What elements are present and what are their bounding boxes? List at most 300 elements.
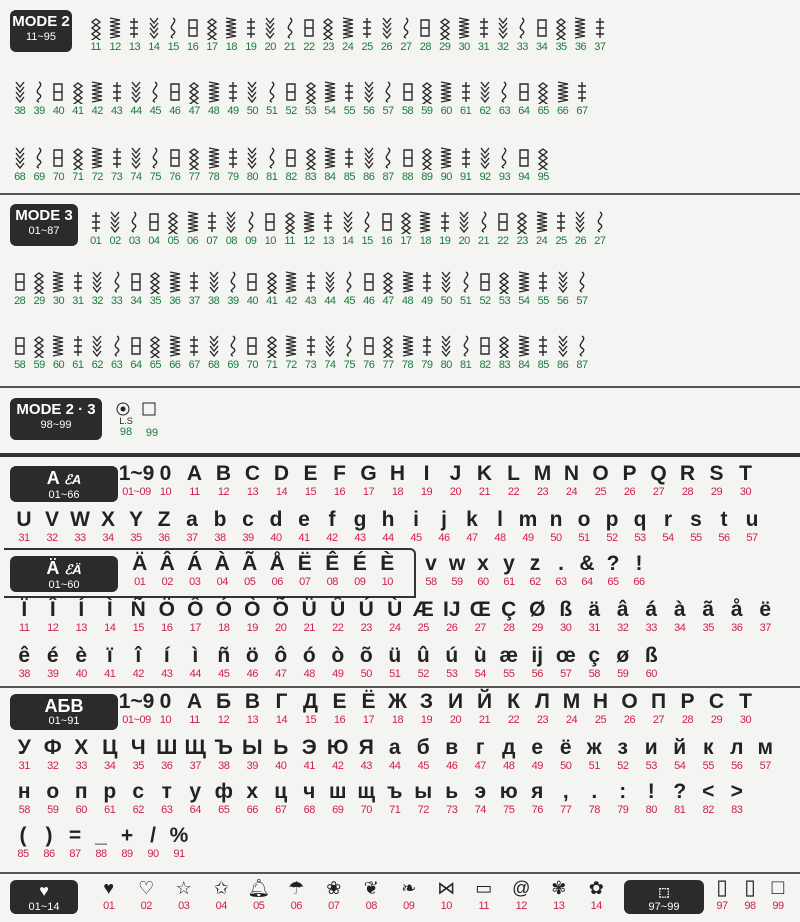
character-glyph: P: [622, 462, 637, 485]
character-pattern: [466, 598, 495, 638]
character-glyph: о: [46, 780, 60, 803]
pattern-number: 16: [161, 622, 173, 634]
pattern-number: 29: [439, 41, 451, 53]
pattern-number: 77: [382, 359, 394, 371]
pattern-number: 58: [18, 804, 30, 816]
stitch-pattern: [165, 140, 184, 184]
character-glyph: 1~9: [118, 462, 155, 485]
stitch-icon: [338, 209, 357, 235]
character-pattern: [67, 598, 96, 638]
pattern-number: 02: [140, 900, 152, 912]
motif-pattern: [315, 876, 353, 916]
character-pattern: [751, 736, 780, 776]
character-glyph: Ы: [241, 736, 263, 759]
stitch-icon: [185, 269, 204, 295]
character-pattern: [523, 736, 552, 776]
pattern-number: 31: [18, 532, 30, 544]
character-pattern: [114, 824, 140, 864]
flower-icon: ✿: [588, 878, 604, 898]
stitch-icon: [165, 79, 184, 105]
character-glyph: ä: [588, 598, 601, 621]
motif-pattern: [503, 876, 541, 916]
character-pattern: [352, 736, 381, 776]
pattern-number: 85: [343, 171, 355, 183]
pattern-number: 50: [360, 668, 372, 680]
stitch-pattern: [243, 74, 262, 118]
pattern-number: 67: [576, 105, 588, 117]
pattern-number: 46: [363, 295, 375, 307]
pattern-number: 59: [47, 804, 59, 816]
stitch-pattern: [417, 140, 436, 184]
stitch-pattern: [571, 204, 590, 248]
character-glyph: Л: [535, 690, 550, 713]
character-pattern: [153, 780, 182, 820]
pattern-number: 10: [381, 576, 393, 588]
heart-badge: [10, 880, 78, 914]
pattern-number: 14: [275, 486, 288, 498]
character-pattern: [295, 598, 324, 638]
stitch-icon: [107, 333, 126, 359]
stitch-icon: [551, 209, 570, 235]
stitch-icon: [474, 209, 493, 235]
stitch-icon: [417, 269, 436, 295]
stitch-icon: [572, 79, 591, 105]
pattern-number: 84: [324, 171, 336, 183]
character-glyph: w: [448, 552, 466, 575]
character-pattern: [702, 462, 731, 502]
character-pattern: [438, 780, 467, 820]
pattern-number: 25: [361, 41, 373, 53]
stitch-pattern: [146, 140, 165, 184]
character-glyph: ,: [562, 780, 569, 803]
pattern-number: 85: [17, 848, 29, 860]
pattern-number: 61: [503, 576, 515, 588]
character-pattern: [574, 552, 600, 592]
character-glyph: У: [17, 736, 31, 759]
character-glyph: ъ: [387, 780, 403, 803]
character-glyph: Ë: [297, 552, 312, 575]
character-glyph: é: [46, 644, 59, 667]
stitch-pattern: [475, 264, 494, 308]
pattern-number: 97: [716, 900, 728, 912]
character-pattern: [151, 462, 180, 502]
cyrillic-row2: [10, 736, 780, 776]
character-glyph: d: [269, 508, 283, 531]
stitch-icon: [514, 145, 533, 171]
stitch-icon: [49, 145, 68, 171]
stitch-pattern: [185, 140, 204, 184]
stitch-icon: [495, 333, 514, 359]
pattern-number: 44: [189, 668, 201, 680]
character-glyph: Û: [330, 598, 346, 621]
pattern-number: 43: [111, 105, 123, 117]
stitch-pattern: [183, 204, 202, 248]
stitch-pattern: [126, 328, 145, 372]
frame-pattern: [708, 876, 736, 916]
pattern-number: 34: [102, 532, 114, 544]
stitch-icon: [437, 333, 456, 359]
character-glyph: ч: [303, 780, 316, 803]
pattern-number: 23: [360, 622, 372, 634]
character-pattern: [10, 644, 39, 684]
accent-range: 01~60: [48, 579, 80, 591]
pattern-number: 87: [576, 359, 588, 371]
pattern-number: 15: [304, 486, 317, 498]
character-pattern: [39, 598, 68, 638]
pattern-number: 75: [503, 804, 515, 816]
stitch-icon: [571, 209, 590, 235]
stitch-icon: [185, 145, 204, 171]
character-pattern: [666, 780, 695, 820]
pattern-number: 78: [588, 804, 600, 816]
character-pattern: [542, 508, 570, 548]
pattern-number: 42: [332, 760, 344, 772]
mode2-section: [0, 0, 800, 193]
stitch-pattern: [164, 204, 183, 248]
stitch-icon: [280, 15, 299, 41]
character-glyph: Н: [592, 690, 609, 713]
pattern-number: 05: [167, 235, 179, 247]
pattern-number: 70: [246, 359, 258, 371]
pattern-number: 90: [440, 171, 452, 183]
character-pattern: [210, 736, 239, 776]
character-pattern: [523, 598, 552, 638]
pattern-number: 22: [497, 235, 509, 247]
pattern-number: 48: [494, 532, 506, 544]
pattern-number: 59: [617, 668, 629, 680]
pattern-number: 58: [401, 105, 414, 117]
character-pattern: [296, 690, 325, 730]
pattern-number: 57: [560, 668, 572, 680]
character-pattern: [381, 644, 410, 684]
character-glyph: п: [74, 780, 88, 803]
pattern-number: 52: [417, 668, 429, 680]
stitch-pattern: [262, 264, 281, 308]
pattern-number: 19: [439, 235, 451, 247]
stitch-icon: [534, 79, 553, 105]
pattern-number: 37: [759, 622, 771, 634]
character-pattern: [548, 552, 574, 592]
pattern-number: 49: [332, 668, 344, 680]
pattern-number: 61: [72, 359, 84, 371]
character-glyph: æ: [499, 644, 519, 667]
pattern-number: 55: [537, 295, 549, 307]
pattern-number: 62: [132, 804, 144, 816]
frame-range: 97~99: [648, 901, 680, 913]
pattern-number: 28: [14, 295, 26, 307]
pattern-number: 57: [746, 532, 758, 544]
mode23-title: MODE 2 · 3: [16, 401, 96, 418]
character-glyph: Ё: [361, 690, 376, 713]
character-glyph: b: [213, 508, 227, 531]
pattern-number: 33: [111, 295, 123, 307]
pattern-number: 30: [739, 714, 752, 726]
pattern-number: 35: [130, 532, 142, 544]
stitch-icon: [301, 145, 320, 171]
character-pattern: [291, 552, 319, 592]
pattern-number: 07: [328, 900, 340, 912]
stitch-pattern: [202, 204, 221, 248]
pattern-number: 53: [498, 295, 511, 307]
car-icon: ▭: [475, 878, 493, 898]
stitch-icon: [553, 333, 572, 359]
character-pattern: [318, 508, 346, 548]
pattern-number: 73: [111, 171, 123, 183]
stitch-pattern: [456, 328, 475, 372]
stitch-pattern: [319, 10, 338, 54]
stitch-icon: [357, 209, 376, 235]
character-pattern: [324, 780, 353, 820]
stitch-icon: [514, 333, 533, 359]
stitch-icon: [301, 333, 320, 359]
character-glyph: .: [591, 780, 598, 803]
character-pattern: [552, 736, 581, 776]
stitch-icon: [204, 333, 223, 359]
character-glyph: ê: [18, 644, 31, 667]
heart-title: ♥: [39, 883, 49, 900]
stitch-pattern: [165, 264, 184, 308]
character-glyph: э: [474, 780, 487, 803]
character-glyph: A: [186, 462, 203, 485]
stitch-pattern: [320, 264, 339, 308]
stitch-pattern: [396, 10, 415, 54]
stitch-pattern: [243, 264, 262, 308]
pattern-number: 98: [744, 900, 756, 912]
stitch-icon: [88, 145, 107, 171]
character-pattern: [723, 780, 752, 820]
ls-label: L.S: [119, 416, 133, 426]
stitch-pattern: [398, 74, 417, 118]
character-glyph: C: [244, 462, 261, 485]
pattern-number: 28: [681, 486, 694, 498]
character-glyph: >: [730, 780, 743, 803]
pattern-number: 81: [266, 171, 278, 183]
pattern-number: 12: [515, 900, 527, 912]
pattern-number: 21: [478, 486, 491, 498]
pattern-number: 07: [206, 235, 218, 247]
stitch-icon: [396, 209, 415, 235]
pattern-number: 17: [400, 235, 412, 247]
character-pattern: [673, 462, 702, 502]
character-glyph: H: [389, 462, 406, 485]
frame-icon: ▯: [716, 876, 728, 899]
pattern-number: 60: [440, 105, 452, 117]
pattern-number: 46: [446, 760, 458, 772]
character-glyph: L: [507, 462, 520, 485]
pattern-number: 17: [189, 622, 201, 634]
stitch-pattern: [204, 264, 223, 308]
pattern-number: 61: [104, 804, 116, 816]
motif-pattern: [240, 876, 278, 916]
pattern-number: 19: [420, 486, 433, 498]
heart-filled-icon: ♥: [103, 878, 115, 898]
character-pattern: [523, 780, 552, 820]
character-pattern: [723, 736, 752, 776]
stitch-icon: [125, 209, 144, 235]
stitch-pattern: [534, 74, 553, 118]
pattern-number: 81: [460, 359, 472, 371]
character-glyph: ò: [331, 644, 345, 667]
stitch-icon: [165, 145, 184, 171]
pattern-number: 18: [225, 41, 238, 53]
frame-pattern: [764, 876, 792, 916]
character-pattern: [10, 508, 38, 548]
character-pattern: [96, 644, 125, 684]
stitch-icon: [107, 145, 126, 171]
stitch-icon: [572, 333, 591, 359]
character-glyph: œ: [555, 644, 576, 667]
stitch-pattern: [437, 264, 456, 308]
pattern-number: 66: [169, 359, 181, 371]
pattern-number: 31: [72, 295, 84, 307]
pattern-number: 50: [560, 760, 572, 772]
character-glyph: з: [617, 736, 628, 759]
pattern-number: 54: [518, 295, 530, 307]
character-pattern: [290, 508, 318, 548]
character-pattern: [210, 780, 239, 820]
stitch-icon: [281, 145, 300, 171]
character-pattern: [264, 552, 292, 592]
stitch-pattern: [223, 74, 242, 118]
pattern-number: 65: [149, 359, 162, 371]
character-pattern: [267, 644, 296, 684]
stitch-icon: [320, 145, 339, 171]
pattern-number: 30: [739, 486, 752, 498]
character-pattern: [352, 598, 381, 638]
pattern-number: 68: [14, 171, 26, 183]
character-glyph: н: [17, 780, 31, 803]
stitch-icon: [571, 15, 590, 41]
character-pattern: [346, 552, 374, 592]
character-pattern: [10, 598, 39, 638]
stitch-pattern: [185, 74, 204, 118]
stitch-icon: [456, 79, 475, 105]
umbrella-icon: ☂: [288, 878, 305, 898]
character-pattern: [731, 462, 760, 502]
motif-pattern: [128, 876, 166, 916]
pattern-number: 52: [479, 295, 491, 307]
accent-row1b: [418, 552, 652, 592]
stitch-pattern: [572, 74, 591, 118]
character-pattern: [702, 690, 731, 730]
stitch-icon: [357, 15, 376, 41]
character-pattern: [522, 552, 548, 592]
character-pattern: [383, 462, 412, 502]
stitch-icon: [417, 79, 436, 105]
pattern-number: 21: [303, 622, 315, 634]
pattern-number: 19: [246, 622, 258, 634]
character-pattern: [441, 690, 470, 730]
stitch-pattern: [86, 10, 105, 54]
stitch-pattern: [378, 328, 397, 372]
pattern-number: 39: [227, 295, 239, 307]
pattern-number: 38: [207, 295, 220, 307]
stitch-icon: [513, 15, 532, 41]
character-pattern: [10, 824, 36, 864]
stitch-pattern: [107, 140, 126, 184]
pattern-number: 23: [536, 486, 549, 498]
stitch-pattern: [378, 74, 397, 118]
pattern-number: 42: [132, 668, 144, 680]
pattern-number: 16: [333, 486, 346, 498]
pattern-number: 59: [421, 105, 433, 117]
pattern-number: 67: [188, 359, 200, 371]
stitch-icon: [359, 333, 378, 359]
pattern-number: 28: [681, 714, 694, 726]
pattern-number: 78: [207, 171, 220, 183]
stitch-pattern: [377, 10, 396, 54]
character-glyph: a: [186, 508, 198, 531]
stitch-icon: [319, 15, 338, 41]
character-pattern: [637, 736, 666, 776]
stitch-pattern: [495, 74, 514, 118]
stitch-icon: [88, 79, 107, 105]
character-pattern: [470, 462, 499, 502]
pattern-number: 35: [555, 41, 567, 53]
pattern-number: 49: [227, 105, 239, 117]
star-small-icon: ✩: [213, 878, 229, 898]
character-glyph: Б: [215, 690, 232, 713]
character-glyph: Ö: [158, 598, 175, 621]
stitch-pattern: [338, 10, 357, 54]
character-pattern: [580, 780, 609, 820]
pattern-number: 87: [69, 848, 81, 860]
pattern-number: 86: [557, 359, 569, 371]
tulip-icon: ❀: [326, 878, 342, 898]
stitch-pattern: [437, 328, 456, 372]
stitch-icon: [183, 209, 202, 235]
stitch-icon: [340, 333, 359, 359]
stitch-icon: [551, 15, 570, 41]
pattern-number: 56: [557, 295, 569, 307]
stitch-pattern: [514, 328, 533, 372]
character-glyph: ã: [702, 598, 715, 621]
stitch-pattern: [280, 10, 299, 54]
character-pattern: [181, 736, 210, 776]
mode2-title: MODE 2: [12, 13, 70, 30]
pattern-number: 17: [362, 486, 375, 498]
pattern-number: 02: [161, 576, 173, 588]
character-glyph: Ш: [156, 736, 178, 759]
stitch-icon: [398, 79, 417, 105]
character-pattern: [409, 780, 438, 820]
character-pattern: [409, 644, 438, 684]
mode3-row3: [10, 328, 592, 372]
stitch-pattern: [378, 140, 397, 184]
stitch-icon: [241, 15, 260, 41]
pattern-number: 26: [623, 486, 636, 498]
pattern-number: 09: [403, 900, 415, 912]
pattern-number: 73: [446, 804, 458, 816]
stitch-pattern: [357, 204, 376, 248]
character-pattern: [39, 644, 68, 684]
pattern-number: 63: [498, 105, 511, 117]
character-pattern: [412, 462, 441, 502]
character-glyph: Я: [358, 736, 374, 759]
stitch-icon: [105, 209, 124, 235]
pattern-number: 10: [264, 235, 276, 247]
pattern-number: 15: [304, 714, 317, 726]
stitch-icon: [534, 333, 553, 359]
stitch-pattern: [398, 328, 417, 372]
stitch-icon: [243, 145, 262, 171]
motif-pattern: [390, 876, 428, 916]
stitch-pattern: [495, 264, 514, 308]
character-pattern: [151, 690, 180, 730]
stitch-icon: [88, 269, 107, 295]
pattern-number: 99: [772, 900, 784, 912]
pattern-number: 25: [594, 714, 607, 726]
